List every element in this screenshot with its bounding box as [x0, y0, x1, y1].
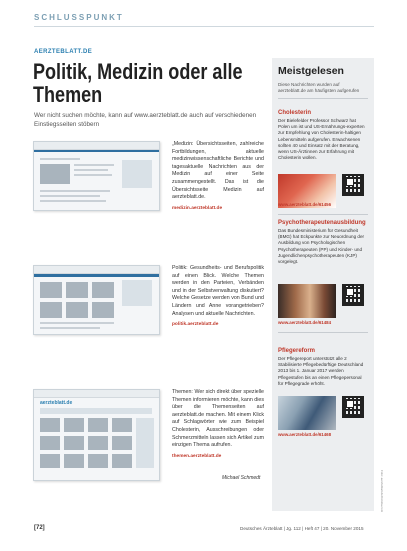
- divider: [278, 214, 368, 215]
- politik-link[interactable]: politik.aerzteblatt.de: [172, 322, 219, 328]
- item-text-pflegereform: Der Pflegereport unterstützt alle 2 Stabilisierte Pflegebedürftige Deutschland 2013 bis 1. Januar 2017 werden Pflegestufen bis an einen Pflegepersonal für Pflegegrade erhöht.: [278, 356, 364, 386]
- students-photo: [278, 284, 336, 318]
- brand-label: AERZTEBLATT.DE: [34, 49, 93, 55]
- qr-code-icon: [342, 174, 364, 196]
- medizin-screenshot: [33, 141, 160, 211]
- sidebar-title: Meistgelesen: [278, 65, 344, 77]
- medizin-link[interactable]: medizin.aerzteblatt.de: [172, 205, 223, 211]
- lead-text: Wer nicht suchen möchte, kann auf www.aerzteblatt.de auch auf verschiedenen Einstiegsseiten stöbern: [34, 112, 257, 128]
- item-heading-cholesterin: Cholesterin: [278, 110, 312, 116]
- qr-code-icon: [342, 284, 364, 306]
- politik-screenshot: [33, 265, 160, 335]
- item-link-psychotherapie[interactable]: www.aerzteblatt.de/61484: [278, 320, 332, 325]
- item-link-cholesterin[interactable]: www.aerzteblatt.de/61456: [278, 202, 332, 207]
- sidebar-subtitle: Diese Nachrichten wurden auf aerzteblatt.de am häufigsten aufgerufen: [278, 82, 360, 94]
- care-photo: [278, 396, 336, 430]
- medizin-paragraph: „Medizin: Übersichtsseiten, zahlreiche Fortbildungen, aktuelle medizinwissenschaftliche Berichte und tagesaktuelle Nachrichten aus der Medizin auf einer Seite zusammengestellt. Das ist die Übersichtsseite Medizin auf aerzteblatt.de.: [172, 141, 264, 201]
- photo-credit: Foto: aerzteblatt.de/Fotolia.com: [380, 470, 384, 513]
- politik-paragraph: Politik: Gesundheits- und Berufspolitik auf einen Blick. Welche Themen werden in den Parteien, Verbänden und in der Selbstverwaltung diskutiert? Welche Gesetze werden von Bund und Ländern und Anne vorangetrieben? Analysen und aktuelle Nachrichten.: [172, 265, 264, 317]
- divider: [278, 98, 368, 99]
- themen-link[interactable]: themen.aerzteblatt.de: [172, 453, 222, 459]
- themen-text: [172, 389, 264, 460]
- page-title: Politik, Medizin oder alle Themen: [33, 59, 243, 107]
- item-text-cholesterin: Der Bielefelder Professor Schwarz hat Polen um ist und US-Ernährungs-experten zur Empfehlung von Cholesterin-haltigen Lebensmitteln aufgerufen. Erwachsenen sollten 40 und Einsatz mit der Beratung, wenn US-Ärztinnen zur Erfahrung mit Cholesterin wollen.: [278, 118, 365, 161]
- item-link-pflegereform[interactable]: www.aerzteblatt.de/61468: [278, 432, 332, 437]
- journal-footer: Deutsches Ärzteblatt | Jg. 112 | Heft 47 | 20. November 2015: [240, 526, 364, 531]
- section-label: SCHLUSSPUNKT: [34, 13, 124, 22]
- item-heading-psychotherapie: Psychotherapeutenausbildung: [278, 220, 366, 226]
- themen-screenshot: aerzteblatt.de: [33, 389, 160, 481]
- item-text-psychotherapie: Das Bundesministerium für Gesundheit (BMG) hat Eckpunkte zur Neuordnung der Ausbildung von Psychologischen Psychotherapeuten (PP) und Kinder- und Jugendlichenpsychotherapeuten (KJP) vorgelegt.: [278, 228, 365, 265]
- medizin-text: [172, 141, 264, 212]
- page-number: [72]: [34, 525, 45, 531]
- qr-code-icon: [342, 396, 364, 418]
- most-read-sidebar: [272, 58, 374, 511]
- politik-text: [172, 265, 264, 329]
- divider: [278, 332, 368, 333]
- item-heading-pflegereform: Pflegereform: [278, 348, 316, 354]
- author-name: Michael Schmedt: [222, 475, 261, 481]
- themen-paragraph: Themen: Wer sich direkt über spezielle Themen informieren möchte, kann dies über die Themenseiten auf aerzteblatt.de machen. Mit einem Klick auf Schlagwörter wie zum Beispiel Cholesterin, Ausschreibungen oder Schmerzmitteln lassen sich Artikel zum einzigen Thema aufrufen.: [172, 389, 264, 449]
- top-rule: [34, 26, 374, 27]
